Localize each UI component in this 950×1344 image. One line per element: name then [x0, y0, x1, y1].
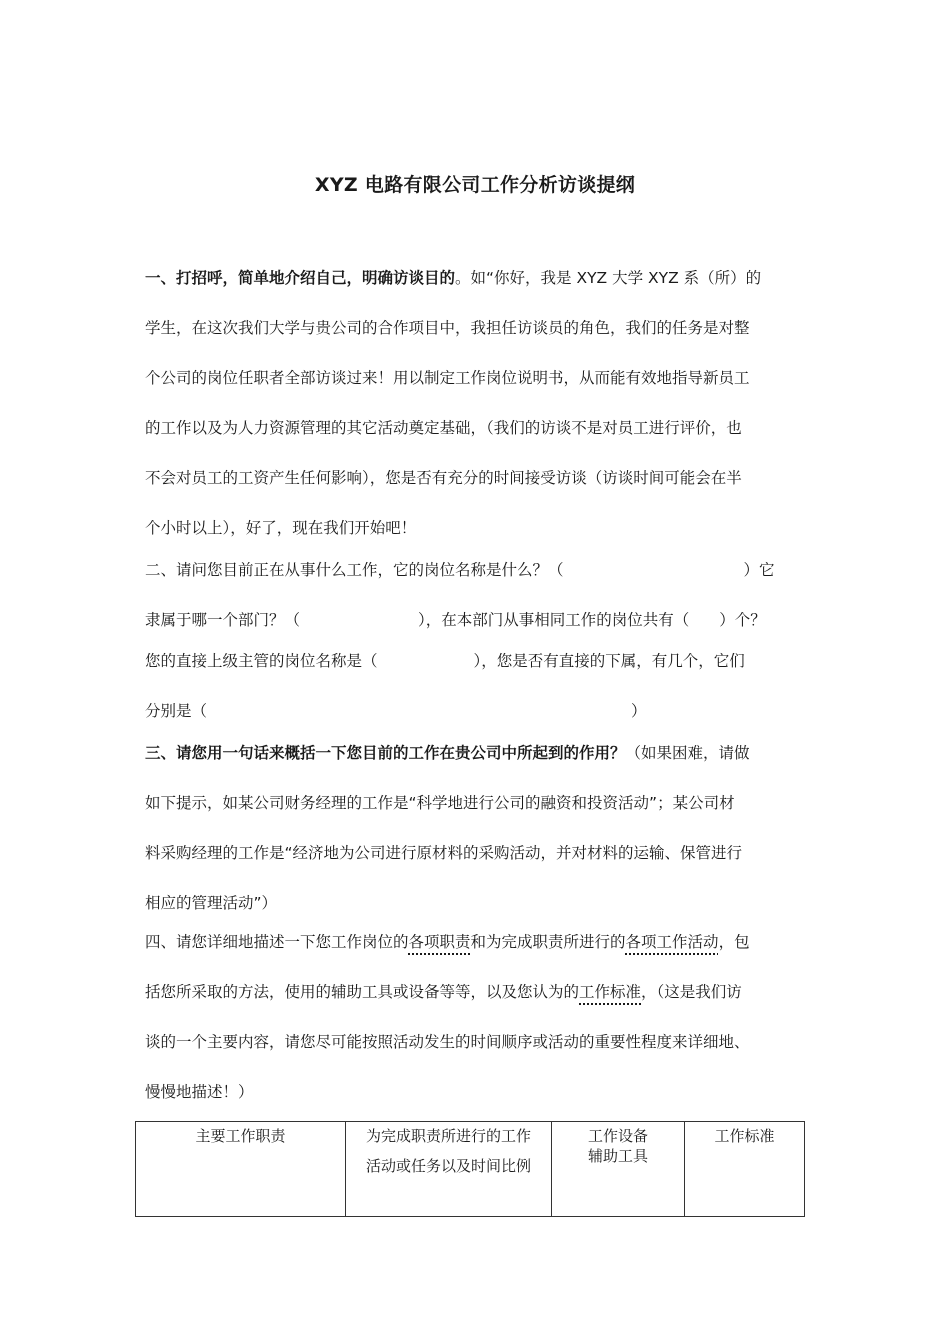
section4-line3: 谈的一个主要内容，请您尽可能按照活动发生的时间顺序或活动的重要性程度来详细地、: [145, 1033, 750, 1051]
table-header-activities: 为完成职责所进行的工作 活动或任务以及时间比例: [346, 1122, 552, 1217]
section1-heading: 一、打招呼，简单地介绍自己，明确访谈目的: [145, 269, 456, 287]
duties-table: [135, 1121, 805, 1217]
section2-line3: 您的直接上级主管的岗位名称是（ ），您是否有直接的下属，有几个，它们: [145, 652, 745, 670]
table-header-equipment: 工作设备 辅助工具: [552, 1122, 685, 1217]
section1-line6: 个小时以上），好了，现在我们开始吧！: [145, 519, 417, 537]
section2-line1: 二、请问您目前正在从事什么工作，它的岗位名称是什么？（ ）它: [145, 561, 775, 579]
section3-line4: 相应的管理活动”）: [145, 894, 278, 912]
section4-line1: 四、请您详细地描述一下您工作岗位的各项职责和为完成职责所进行的各项工作活动，包: [145, 933, 750, 951]
section1-line1: 一、打招呼，简单地介绍自己，明确访谈目的。如“你好，我是 XYZ 大学 XYZ 系（所）的: [145, 269, 762, 287]
emphasis-duties: 各项职责: [408, 933, 471, 951]
section4-line2: 括您所采取的方法，使用的辅助工具或设备等等，以及您认为的工作标准，（这是我们访: [145, 983, 742, 1001]
section3-line1: 三、请您用一句话来概括一下您目前的工作在贵公司中所起到的作用？（如果困难，请做: [145, 744, 750, 762]
table-header-row: [136, 1122, 805, 1217]
section2-line4: 分别是（ ）: [145, 702, 647, 720]
table-header-standard: 工作标准: [685, 1122, 805, 1217]
table-header-duties: 主要工作职责: [136, 1122, 346, 1217]
section3-line2: 如下提示，如某公司财务经理的工作是“科学地进行公司的融资和投资活动”；某公司材: [145, 794, 735, 812]
document-title: XYZ 电路有限公司工作分析访谈提纲: [314, 174, 636, 196]
section1-line4: 的工作以及为人力资源管理的其它活动奠定基础，（我们的访谈不是对员工进行评价，也: [145, 419, 742, 437]
section1-line3: 个公司的岗位任职者全部访谈过来！用以制定工作岗位说明书，从而能有效地指导新员工: [145, 369, 750, 387]
section3-line3: 料采购经理的工作是“经济地为公司进行原材料的采购活动，并对材料的运输、保管进行: [145, 844, 743, 862]
emphasis-activities: 各项工作活动: [625, 933, 719, 951]
section4-line4: 慢慢地描述！）: [145, 1083, 254, 1101]
section1-line2: 学生，在这次我们大学与贵公司的合作项目中，我担任访谈员的角色，我们的任务是对整: [145, 319, 750, 337]
section2-line2: 隶属于哪一个部门？（ ），在本部门从事相同工作的岗位共有（ ）个？: [145, 611, 766, 629]
emphasis-standard: 工作标准: [579, 983, 642, 1001]
section1-line5: 不会对员工的工资产生任何影响），您是否有充分的时间接受访谈（访谈时间可能会在半: [145, 469, 742, 487]
section3-heading: 三、请您用一句话来概括一下您目前的工作在贵公司中所起到的作用？: [145, 744, 626, 762]
